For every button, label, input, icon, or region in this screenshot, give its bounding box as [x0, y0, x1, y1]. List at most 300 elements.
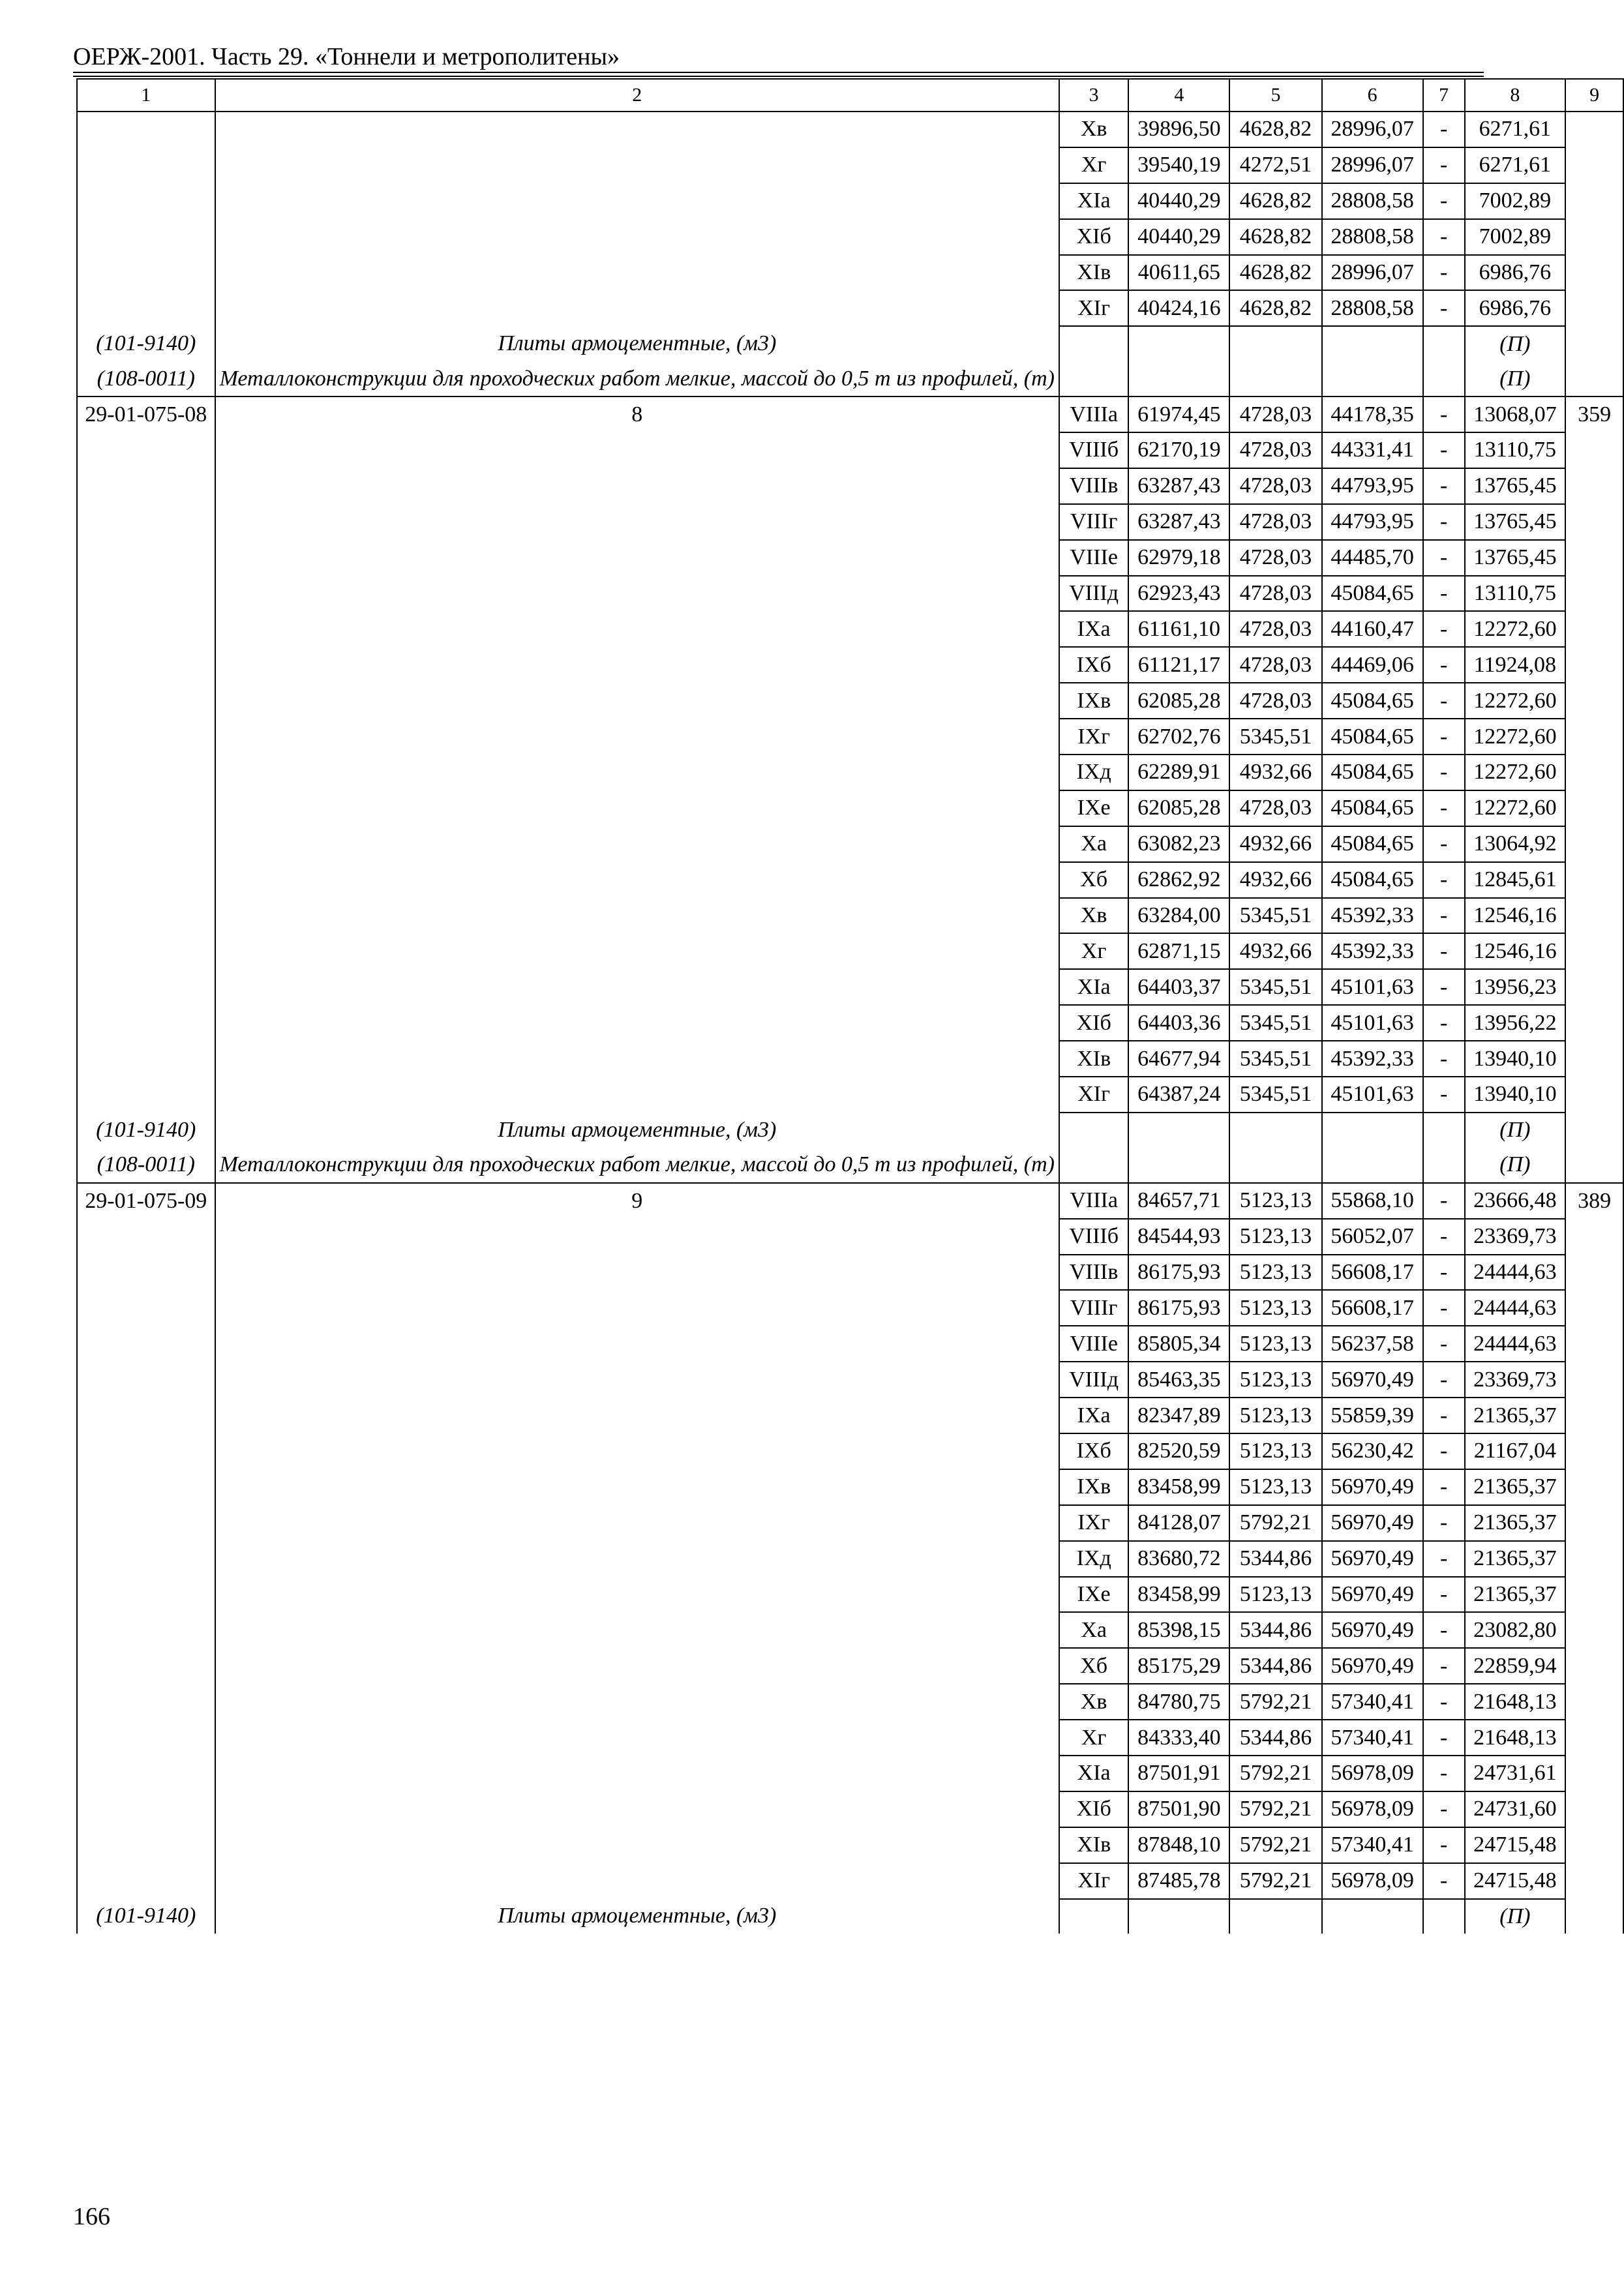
table-row — [77, 898, 1623, 934]
value-cell: - — [1423, 112, 1465, 147]
table-row — [77, 1720, 1623, 1756]
value-cell: 45084,65 — [1322, 719, 1423, 755]
empty-cell — [1229, 1899, 1321, 1934]
value-cell: 21365,37 — [1465, 1469, 1566, 1505]
value-cell: 13765,45 — [1465, 504, 1566, 540]
value-cell: 5792,21 — [1229, 1791, 1321, 1827]
rate-name — [215, 112, 1059, 147]
value-cell: IХд — [1059, 1541, 1128, 1577]
value-cell: 56970,49 — [1322, 1362, 1423, 1398]
value-cell: 12272,60 — [1465, 790, 1566, 826]
value-cell: VIIIе — [1059, 1326, 1128, 1362]
value-cell: 13956,23 — [1465, 969, 1566, 1005]
rate-col9 — [1565, 1720, 1623, 1756]
rate-col9 — [1565, 1077, 1623, 1113]
rate-col9 — [1565, 1362, 1623, 1398]
value-cell: - — [1423, 1077, 1465, 1113]
value-cell: - — [1423, 790, 1465, 826]
rate-name — [215, 1255, 1059, 1291]
rate-name — [215, 755, 1059, 790]
value-cell: VIIIд — [1059, 576, 1128, 612]
rate-col9 — [1565, 1756, 1623, 1791]
rate-code — [77, 1077, 215, 1113]
value-cell: 13765,45 — [1465, 468, 1566, 504]
value-cell: 24731,61 — [1465, 1756, 1566, 1791]
rate-code — [77, 147, 215, 183]
empty-cell — [1322, 1113, 1423, 1148]
table-row — [77, 1863, 1623, 1899]
value-cell: 4728,03 — [1229, 611, 1321, 647]
value-cell: ХIа — [1059, 183, 1128, 219]
column-header: 7 — [1423, 79, 1465, 112]
rate-col9 — [1565, 1290, 1623, 1326]
table-row — [77, 468, 1623, 504]
resource-mark: (П) — [1465, 326, 1566, 361]
value-cell: VIIIб — [1059, 1219, 1128, 1255]
resource-code: (108-0011) — [77, 1148, 215, 1183]
value-cell: 45392,33 — [1322, 933, 1423, 969]
value-cell: - — [1423, 1577, 1465, 1613]
empty-cell — [1423, 1899, 1465, 1934]
rate-col9 — [1565, 611, 1623, 647]
value-cell: 5344,86 — [1229, 1612, 1321, 1648]
value-cell: 13110,75 — [1465, 576, 1566, 612]
rate-code — [77, 755, 215, 790]
empty-cell — [1128, 1148, 1229, 1183]
rate-name — [215, 862, 1059, 898]
value-cell: 4728,03 — [1229, 396, 1321, 432]
value-cell: 4628,82 — [1229, 219, 1321, 255]
value-cell: VIIIд — [1059, 1362, 1128, 1398]
value-cell: 22859,94 — [1465, 1648, 1566, 1684]
empty-cell — [1423, 326, 1465, 361]
value-cell: 4628,82 — [1229, 183, 1321, 219]
value-cell: 28996,07 — [1322, 112, 1423, 147]
value-cell: - — [1423, 933, 1465, 969]
value-cell: 40440,29 — [1128, 219, 1229, 255]
value-cell: 56970,49 — [1322, 1612, 1423, 1648]
value-cell: Хв — [1059, 1684, 1128, 1720]
value-cell: VIIIе — [1059, 540, 1128, 576]
value-cell: VIIIб — [1059, 432, 1128, 468]
value-cell: 13765,45 — [1465, 540, 1566, 576]
value-cell: 5123,13 — [1229, 1362, 1321, 1398]
rate-col9 — [1565, 1433, 1623, 1469]
value-cell: 4728,03 — [1229, 432, 1321, 468]
rate-col9 — [1565, 826, 1623, 862]
table-row — [77, 933, 1623, 969]
rate-col9 — [1565, 1255, 1623, 1291]
empty-cell — [1229, 326, 1321, 361]
value-cell: IХа — [1059, 1398, 1128, 1433]
value-cell: IХг — [1059, 719, 1128, 755]
value-cell: - — [1423, 1433, 1465, 1469]
rate-name — [215, 1041, 1059, 1077]
value-cell: ХIв — [1059, 255, 1128, 291]
value-cell: 4728,03 — [1229, 576, 1321, 612]
rate-col9: 389 — [1565, 1183, 1623, 1219]
value-cell: 64403,37 — [1128, 969, 1229, 1005]
rate-name — [215, 898, 1059, 934]
rate-code — [77, 540, 215, 576]
rate-name — [215, 1756, 1059, 1791]
table-row — [77, 1362, 1623, 1398]
value-cell: 84780,75 — [1128, 1684, 1229, 1720]
table-row — [77, 290, 1623, 326]
rate-name — [215, 1684, 1059, 1720]
value-cell: - — [1423, 183, 1465, 219]
table-row — [77, 1077, 1623, 1113]
value-cell: - — [1423, 290, 1465, 326]
empty-cell — [1565, 1148, 1623, 1183]
value-cell: 6986,76 — [1465, 255, 1566, 291]
value-cell: 62289,91 — [1128, 755, 1229, 790]
value-cell: - — [1423, 1219, 1465, 1255]
table-row — [77, 1041, 1623, 1077]
resource-mark: (П) — [1465, 1113, 1566, 1148]
value-cell: 21365,37 — [1465, 1505, 1566, 1541]
rate-code — [77, 1326, 215, 1362]
rate-name — [215, 219, 1059, 255]
rate-name — [215, 1362, 1059, 1398]
rate-code — [77, 683, 215, 719]
resource-row — [77, 1148, 1623, 1183]
value-cell: 56970,49 — [1322, 1505, 1423, 1541]
value-cell: 5123,13 — [1229, 1290, 1321, 1326]
value-cell: - — [1423, 1398, 1465, 1433]
value-cell: 5345,51 — [1229, 719, 1321, 755]
value-cell: - — [1423, 1863, 1465, 1899]
value-cell: 5345,51 — [1229, 1041, 1321, 1077]
table-row — [77, 862, 1623, 898]
value-cell: 5123,13 — [1229, 1577, 1321, 1613]
value-cell: - — [1423, 396, 1465, 432]
value-cell: IХа — [1059, 611, 1128, 647]
header-rule-bottom — [73, 76, 1484, 77]
value-cell: IХе — [1059, 1577, 1128, 1613]
table-row — [77, 396, 1623, 432]
table-row — [77, 1505, 1623, 1541]
value-cell: 11924,08 — [1465, 647, 1566, 683]
value-cell: 64403,36 — [1128, 1005, 1229, 1041]
table-row — [77, 147, 1623, 183]
rate-col9 — [1565, 1469, 1623, 1505]
value-cell: 44178,35 — [1322, 396, 1423, 432]
rate-code — [77, 1720, 215, 1756]
value-cell: 64677,94 — [1128, 1041, 1229, 1077]
rate-col9 — [1565, 1541, 1623, 1577]
value-cell: 45101,63 — [1322, 1005, 1423, 1041]
value-cell: - — [1423, 1255, 1465, 1291]
rate-col9 — [1565, 1612, 1623, 1648]
empty-cell — [1423, 361, 1465, 396]
value-cell: 12546,16 — [1465, 898, 1566, 934]
table-row — [77, 647, 1623, 683]
value-cell: 12272,60 — [1465, 683, 1566, 719]
value-cell: 63287,43 — [1128, 468, 1229, 504]
rate-code — [77, 790, 215, 826]
value-cell: 45084,65 — [1322, 683, 1423, 719]
rate-name — [215, 1469, 1059, 1505]
value-cell: - — [1423, 1469, 1465, 1505]
value-cell: 5123,13 — [1229, 1183, 1321, 1219]
rate-col9 — [1565, 1684, 1623, 1720]
value-cell: 82347,89 — [1128, 1398, 1229, 1433]
table-row — [77, 1183, 1623, 1219]
value-cell: 28808,58 — [1322, 290, 1423, 326]
rate-code — [77, 1684, 215, 1720]
value-cell: VIIIв — [1059, 1255, 1128, 1291]
value-cell: Хб — [1059, 1648, 1128, 1684]
rate-col9 — [1565, 1577, 1623, 1613]
empty-cell — [1565, 1899, 1623, 1934]
empty-cell — [1565, 361, 1623, 396]
rate-col9 — [1565, 112, 1623, 147]
rate-code — [77, 1541, 215, 1577]
value-cell: 4932,66 — [1229, 755, 1321, 790]
value-cell: - — [1423, 1005, 1465, 1041]
rate-col9 — [1565, 969, 1623, 1005]
value-cell: 45084,65 — [1322, 862, 1423, 898]
table-row — [77, 432, 1623, 468]
table-row — [77, 540, 1623, 576]
empty-cell — [1229, 1113, 1321, 1148]
value-cell: - — [1423, 1505, 1465, 1541]
value-cell: - — [1423, 647, 1465, 683]
column-header: 6 — [1322, 79, 1423, 112]
value-cell: - — [1423, 826, 1465, 862]
table-row — [77, 1433, 1623, 1469]
value-cell: 56970,49 — [1322, 1577, 1423, 1613]
rate-col9 — [1565, 755, 1623, 790]
resource-mark: (П) — [1465, 1899, 1566, 1934]
rate-col9 — [1565, 290, 1623, 326]
page-header: ОЕРЖ-2001. Часть 29. «Тоннели и метрополитены» — [73, 43, 620, 70]
value-cell: 21365,37 — [1465, 1398, 1566, 1433]
value-cell: 62871,15 — [1128, 933, 1229, 969]
resource-code: (108-0011) — [77, 361, 215, 396]
value-cell: 62979,18 — [1128, 540, 1229, 576]
rate-code — [77, 432, 215, 468]
resource-name: Плиты армоцементные, (м3) — [215, 1899, 1059, 1934]
value-cell: 4728,03 — [1229, 647, 1321, 683]
table-row — [77, 183, 1623, 219]
value-cell: 86175,93 — [1128, 1255, 1229, 1291]
rate-code — [77, 1827, 215, 1863]
resource-row — [77, 1113, 1623, 1148]
resource-code: (101-9140) — [77, 1113, 215, 1148]
value-cell: 55868,10 — [1322, 1183, 1423, 1219]
empty-cell — [1128, 361, 1229, 396]
value-cell: 45084,65 — [1322, 576, 1423, 612]
rate-name — [215, 1541, 1059, 1577]
value-cell: 7002,89 — [1465, 183, 1566, 219]
table-row — [77, 1791, 1623, 1827]
value-cell: 5123,13 — [1229, 1219, 1321, 1255]
rate-code: 29-01-075-08 — [77, 396, 215, 432]
rate-name — [215, 826, 1059, 862]
value-cell: 40440,29 — [1128, 183, 1229, 219]
rate-col9 — [1565, 1041, 1623, 1077]
value-cell: ХIб — [1059, 219, 1128, 255]
value-cell: 57340,41 — [1322, 1827, 1423, 1863]
rate-col9 — [1565, 255, 1623, 291]
rate-col9 — [1565, 1791, 1623, 1827]
page-number: 166 — [73, 2203, 110, 2230]
column-header: 4 — [1128, 79, 1229, 112]
rate-code — [77, 1041, 215, 1077]
value-cell: 83458,99 — [1128, 1577, 1229, 1613]
rate-name — [215, 1863, 1059, 1899]
rate-code — [77, 719, 215, 755]
empty-cell — [1059, 1899, 1128, 1934]
rate-name — [215, 790, 1059, 826]
value-cell: 55859,39 — [1322, 1398, 1423, 1433]
rate-code — [77, 1612, 215, 1648]
resource-name: Металлоконструкции для проходческих работ мелкие, массой до 0,5 т из профилей, (т) — [215, 361, 1059, 396]
value-cell: 4728,03 — [1229, 468, 1321, 504]
table-row — [77, 576, 1623, 612]
table-row — [77, 790, 1623, 826]
rate-name — [215, 1791, 1059, 1827]
value-cell: 62923,43 — [1128, 576, 1229, 612]
rate-name: 9 — [215, 1183, 1059, 1219]
value-cell: 56608,17 — [1322, 1290, 1423, 1326]
value-cell: 13940,10 — [1465, 1041, 1566, 1077]
column-header: 5 — [1229, 79, 1321, 112]
value-cell: 85175,29 — [1128, 1648, 1229, 1684]
value-cell: 4932,66 — [1229, 933, 1321, 969]
value-cell: 13940,10 — [1465, 1077, 1566, 1113]
table-row — [77, 1612, 1623, 1648]
value-cell: 6986,76 — [1465, 290, 1566, 326]
value-cell: 6271,61 — [1465, 147, 1566, 183]
value-cell: VIIIа — [1059, 1183, 1128, 1219]
rate-code — [77, 1005, 215, 1041]
rate-name — [215, 647, 1059, 683]
table-row — [77, 1469, 1623, 1505]
value-cell: 4628,82 — [1229, 112, 1321, 147]
rates-table — [76, 78, 1624, 1934]
rate-name — [215, 147, 1059, 183]
rate-code — [77, 183, 215, 219]
column-header: 3 — [1059, 79, 1128, 112]
table-row — [77, 1005, 1623, 1041]
rate-code — [77, 862, 215, 898]
value-cell: - — [1423, 683, 1465, 719]
value-cell: 5792,21 — [1229, 1684, 1321, 1720]
value-cell: 5792,21 — [1229, 1827, 1321, 1863]
value-cell: 56970,49 — [1322, 1541, 1423, 1577]
value-cell: 24715,48 — [1465, 1863, 1566, 1899]
rate-col9 — [1565, 1398, 1623, 1433]
value-cell: IХг — [1059, 1505, 1128, 1541]
value-cell: 62702,76 — [1128, 719, 1229, 755]
rate-name — [215, 1005, 1059, 1041]
value-cell: 45084,65 — [1322, 826, 1423, 862]
rate-code — [77, 112, 215, 147]
rate-col9: 359 — [1565, 396, 1623, 432]
value-cell: 5345,51 — [1229, 1005, 1321, 1041]
value-cell: 44793,95 — [1322, 504, 1423, 540]
value-cell: 12272,60 — [1465, 719, 1566, 755]
rate-col9 — [1565, 540, 1623, 576]
rate-name — [215, 1827, 1059, 1863]
value-cell: 56978,09 — [1322, 1863, 1423, 1899]
value-cell: - — [1423, 147, 1465, 183]
value-cell: - — [1423, 1326, 1465, 1362]
rate-code — [77, 611, 215, 647]
rate-code — [77, 1219, 215, 1255]
value-cell: 40611,65 — [1128, 255, 1229, 291]
value-cell: 5792,21 — [1229, 1863, 1321, 1899]
value-cell: ХIг — [1059, 1077, 1128, 1113]
value-cell: 4932,66 — [1229, 862, 1321, 898]
empty-cell — [1322, 326, 1423, 361]
rate-code — [77, 290, 215, 326]
value-cell: - — [1423, 611, 1465, 647]
value-cell: 86175,93 — [1128, 1290, 1229, 1326]
empty-cell — [1565, 1113, 1623, 1148]
value-cell: 12272,60 — [1465, 611, 1566, 647]
value-cell: 4728,03 — [1229, 540, 1321, 576]
value-cell: 56608,17 — [1322, 1255, 1423, 1291]
value-cell: 45101,63 — [1322, 969, 1423, 1005]
empty-cell — [1059, 1148, 1128, 1183]
value-cell: 39540,19 — [1128, 147, 1229, 183]
rate-name — [215, 1720, 1059, 1756]
value-cell: 5792,21 — [1229, 1505, 1321, 1541]
value-cell: 56978,09 — [1322, 1791, 1423, 1827]
rate-col9 — [1565, 468, 1623, 504]
rate-code — [77, 504, 215, 540]
resource-name: Плиты армоцементные, (м3) — [215, 1113, 1059, 1148]
rate-code — [77, 969, 215, 1005]
value-cell: IХб — [1059, 1433, 1128, 1469]
table-row — [77, 755, 1623, 790]
rate-name — [215, 1077, 1059, 1113]
table-row — [77, 112, 1623, 147]
empty-cell — [1229, 1148, 1321, 1183]
resource-code: (101-9140) — [77, 326, 215, 361]
value-cell: 83458,99 — [1128, 1469, 1229, 1505]
value-cell: - — [1423, 1827, 1465, 1863]
value-cell: Хв — [1059, 112, 1128, 147]
value-cell: 84128,07 — [1128, 1505, 1229, 1541]
rate-code — [77, 933, 215, 969]
rate-name — [215, 1219, 1059, 1255]
value-cell: 62085,28 — [1128, 790, 1229, 826]
value-cell: - — [1423, 1684, 1465, 1720]
value-cell: 56970,49 — [1322, 1469, 1423, 1505]
value-cell: Хг — [1059, 147, 1128, 183]
resource-name: Металлоконструкции для проходческих работ мелкие, массой до 0,5 т из профилей, (т) — [215, 1148, 1059, 1183]
rate-col9 — [1565, 1827, 1623, 1863]
value-cell: - — [1423, 1183, 1465, 1219]
rate-name: 8 — [215, 396, 1059, 432]
table-row — [77, 719, 1623, 755]
rate-name — [215, 1290, 1059, 1326]
rate-col9 — [1565, 1648, 1623, 1684]
value-cell: 45084,65 — [1322, 755, 1423, 790]
value-cell: - — [1423, 1791, 1465, 1827]
value-cell: - — [1423, 969, 1465, 1005]
rate-col9 — [1565, 647, 1623, 683]
table-row — [77, 1398, 1623, 1433]
value-cell: IХе — [1059, 790, 1128, 826]
value-cell: 5123,13 — [1229, 1255, 1321, 1291]
value-cell: 24715,48 — [1465, 1827, 1566, 1863]
